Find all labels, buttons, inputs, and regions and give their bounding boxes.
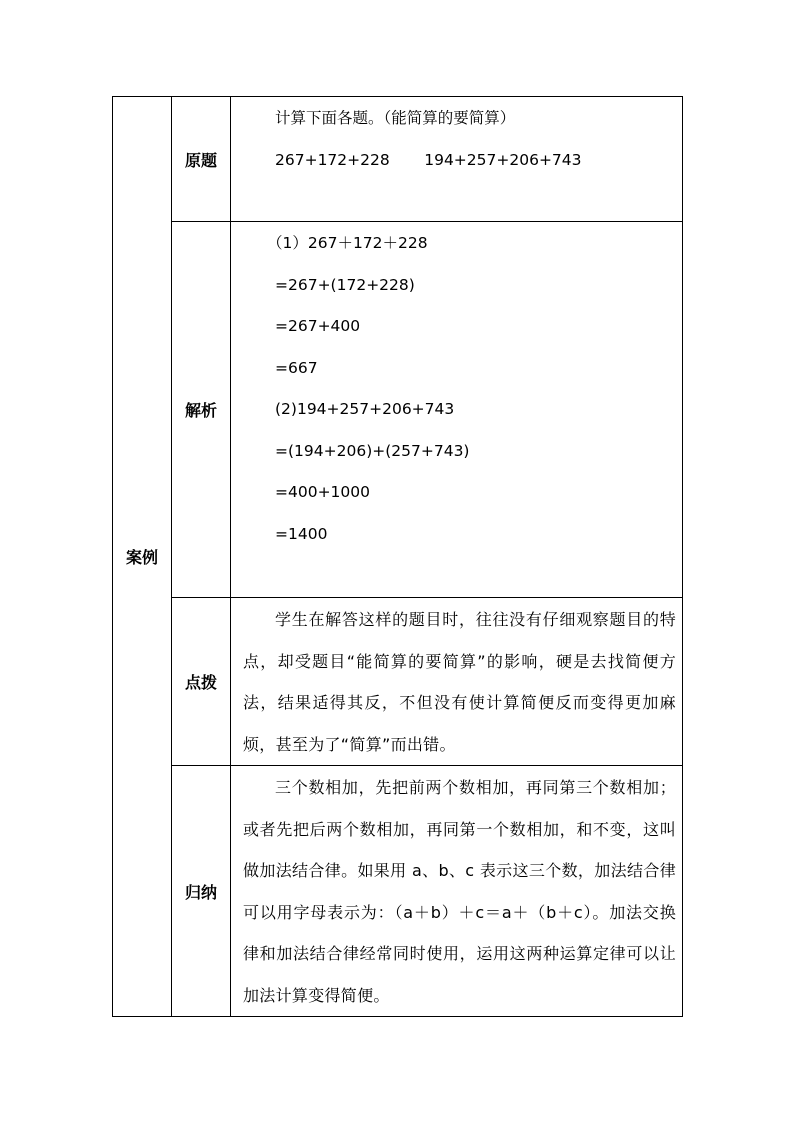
summary-label: 归纳 — [172, 766, 231, 1017]
analysis-line: =667 — [275, 358, 318, 377]
original-content — [231, 97, 683, 222]
summary-content — [231, 766, 683, 1017]
analysis-line: =400+1000 — [275, 483, 371, 501]
analysis-label: 解析 — [172, 222, 231, 598]
original-line: 267+172+228 194+257+206+743 — [275, 150, 582, 169]
row-summary — [113, 766, 683, 1017]
analysis-line: =267+400 — [275, 317, 361, 335]
analysis-line: （1）267＋172＋228 — [267, 234, 428, 252]
analysis-line: =(194+206)+(257+743) — [275, 441, 470, 460]
analysis-line: =1400 — [275, 524, 328, 543]
analysis-content — [231, 222, 683, 598]
tip-paragraph: 学生在解答这样的题目时，往往没有仔细观察题目的特点，却受题目“能简算的要简算”的影响，硬是去找简便方法，结果适得其反，不但没有使计算简便反而变得更加麻烦，甚至为了“简算”而出错。 — [243, 610, 676, 754]
analysis-line: (2)194+257+206+743 — [275, 400, 455, 418]
original-label: 原题 — [172, 97, 231, 222]
row-analysis — [113, 222, 683, 598]
original-line: 计算下面各题。（能简算的要简算） — [275, 109, 516, 127]
analysis-line: =267+(172+228) — [275, 275, 415, 294]
case-label: 案例 — [113, 97, 172, 1017]
tip-label: 点拨 — [172, 598, 231, 766]
row-tip — [113, 598, 683, 766]
tip-content — [231, 598, 683, 766]
case-table — [112, 96, 683, 1017]
row-original — [113, 97, 683, 222]
summary-paragraph: 三个数相加，先把前两个数相加，再同第三个数相加；或者先把后两个数相加，再同第一个数相加，和不变，这叫做加法结合律。如果用 a、b、c 表示这三个数，加法结合律可以用字母表示为：（a＋b）＋c＝a＋（b＋c）。加法交换律和加法结合律经常同时使用，运用这两种运算定律可以让加法计算变得简便。 — [243, 778, 676, 1005]
